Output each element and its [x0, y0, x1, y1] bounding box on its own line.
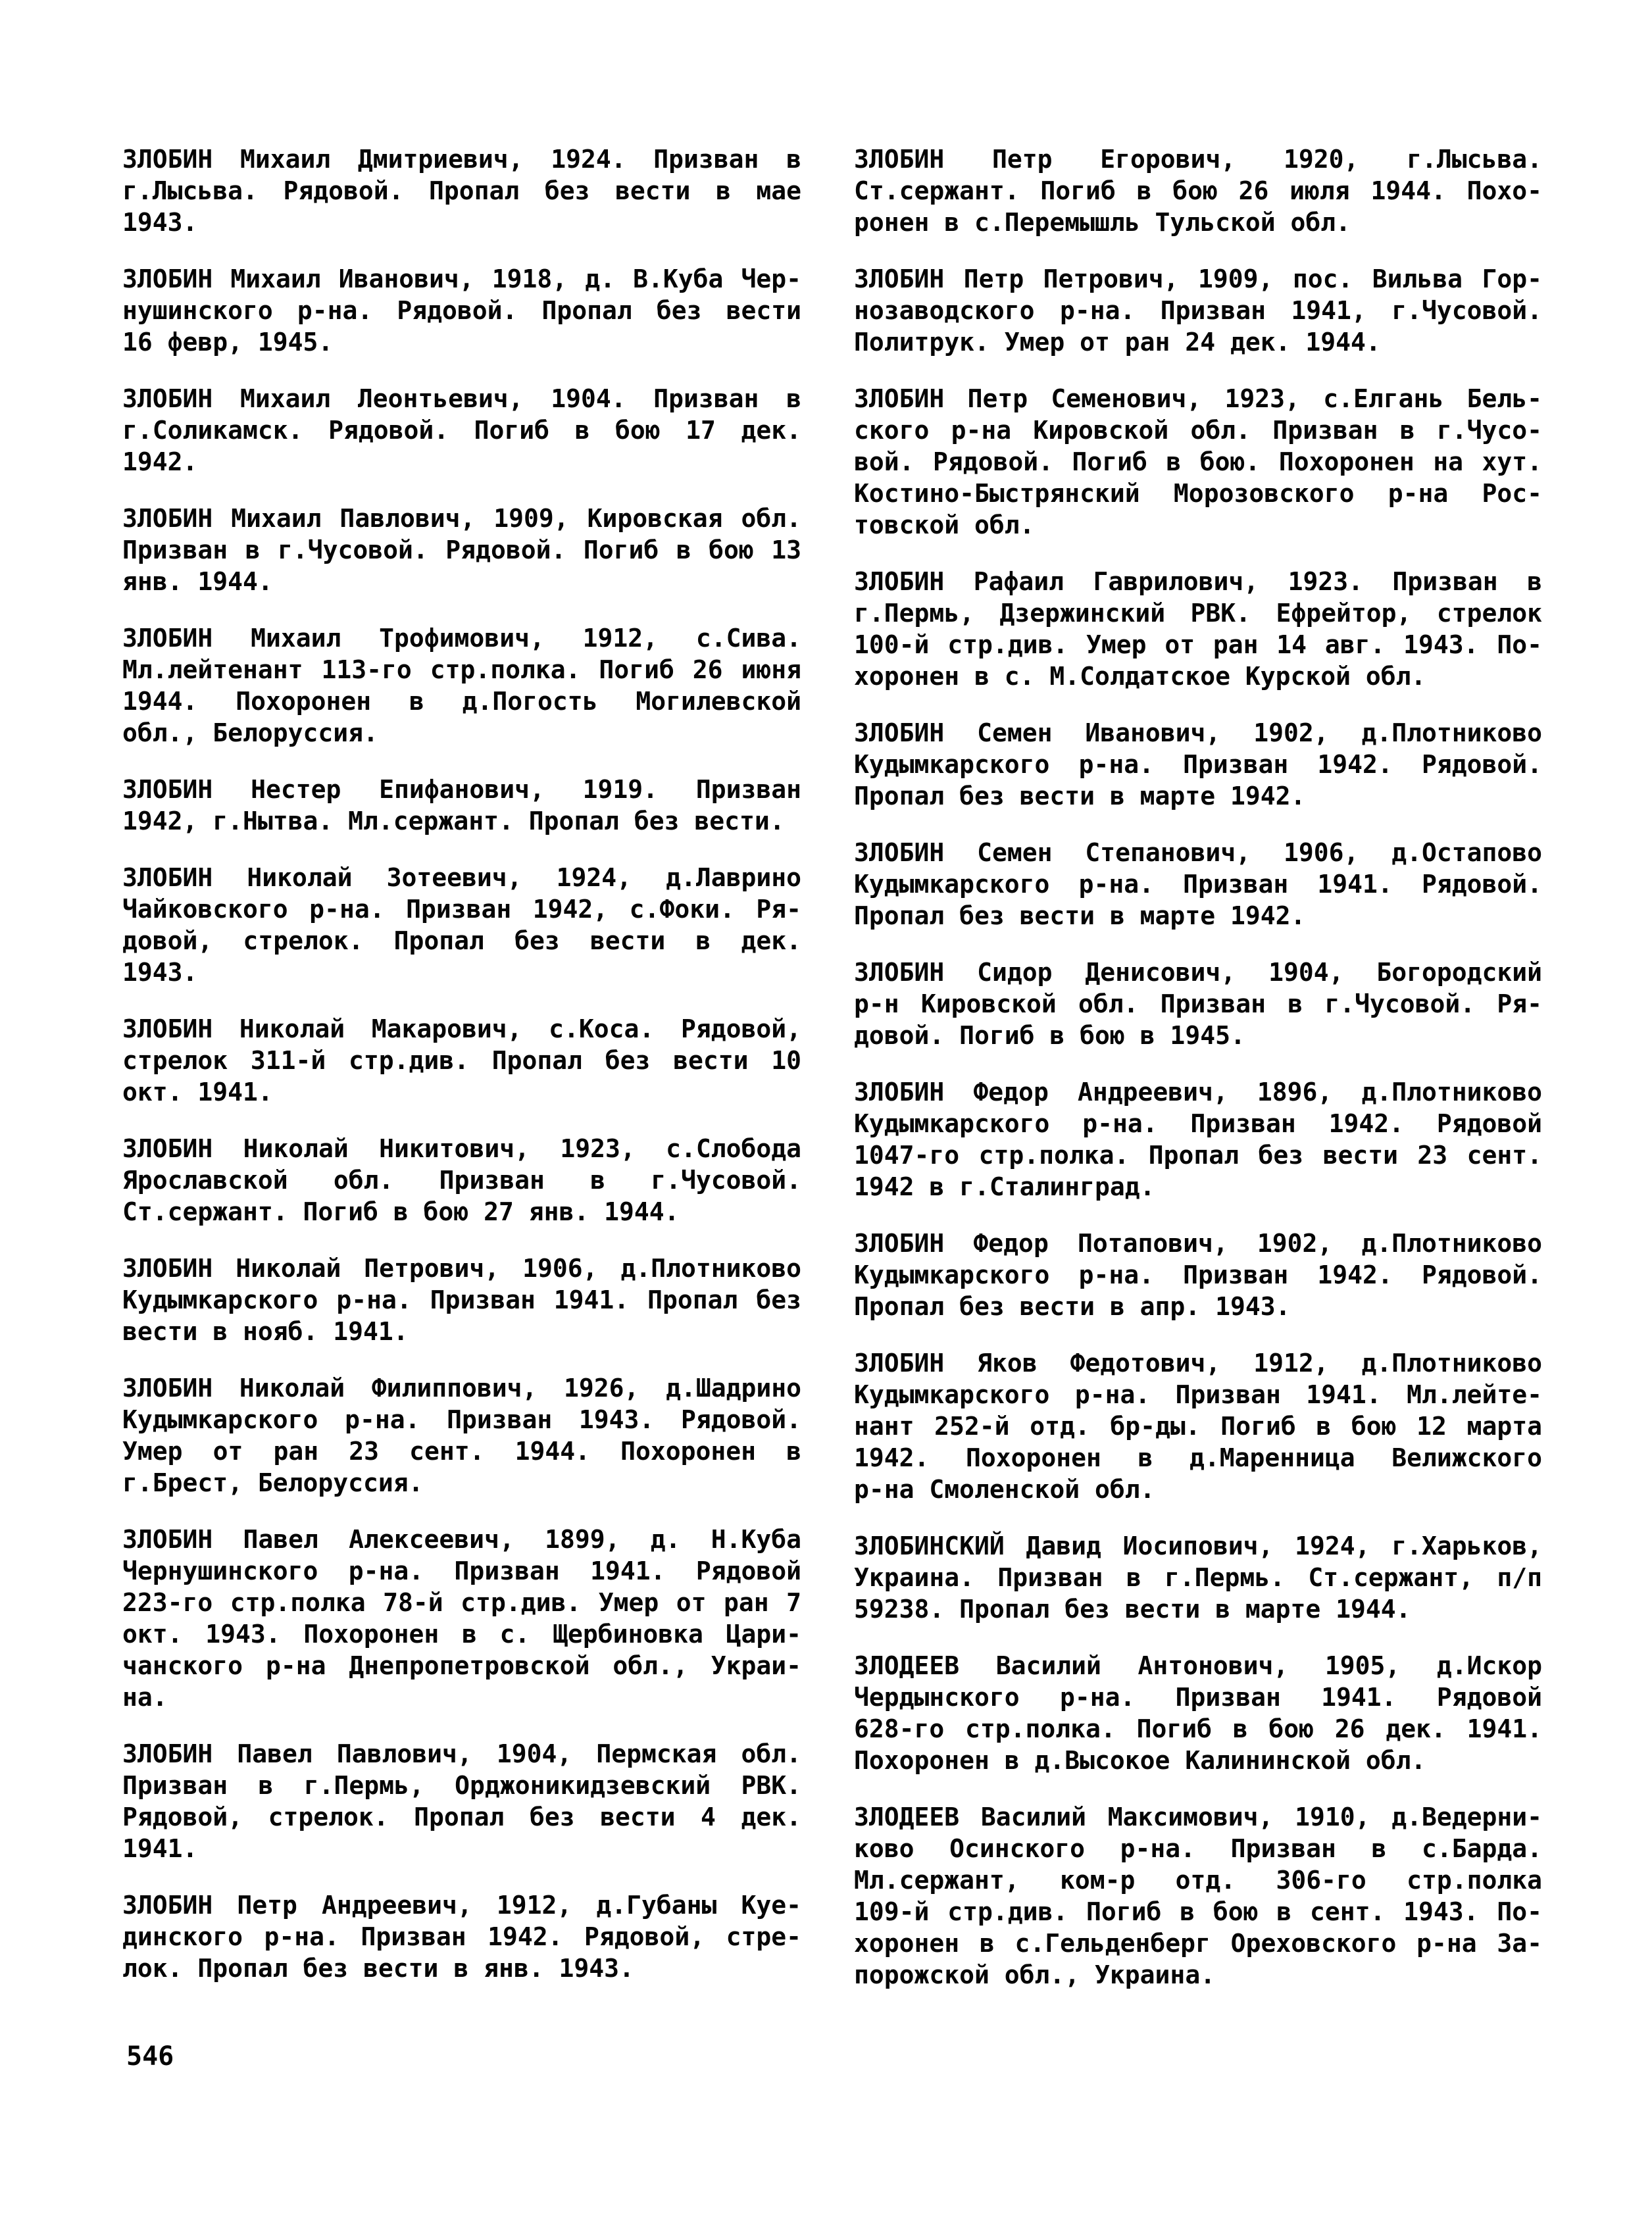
entry-line: ЗЛОБИН Яков Федотович, 1912, д.Плотниково: [854, 1349, 1542, 1378]
entry-line: г.Лысьва. Рядовой. Пропал без вести в мае: [122, 176, 801, 205]
memorial-entry: [122, 263, 801, 358]
entry-line: порожской обл., Украина.: [854, 1960, 1216, 1989]
entry-line: окт. 1941.: [122, 1078, 273, 1107]
entry-line: 1941.: [122, 1834, 198, 1863]
entry-line: 1942.: [122, 447, 198, 476]
entry-line: ЗЛОБИН Николай Филиппович, 1926, д.Шадрино: [122, 1374, 801, 1403]
entry-line: Пропал без вести в апр. 1943.: [854, 1292, 1291, 1321]
entry-line: Чердынского р-на. Призван 1941. Рядовой: [854, 1683, 1542, 1712]
page-number: 546: [126, 2041, 174, 2072]
entry-line: на.: [122, 1683, 168, 1712]
memorial-entry: [854, 1228, 1542, 1322]
memorial-entry: [854, 1530, 1542, 1625]
entry-line: 628-го стр.полка. Погиб в бою 26 дек. 1941.: [854, 1714, 1542, 1743]
entry-line: ЗЛОБИН Петр Петрович, 1909, пос. Вильва Гор-: [854, 264, 1542, 293]
entry-line: нозаводского р-на. Призван 1941, г.Чусовой.: [854, 296, 1542, 325]
left-column: [122, 143, 801, 2009]
memorial-entry: [854, 717, 1542, 812]
entry-line: 1943.: [122, 208, 198, 237]
entry-line: Чайковского р-на. Призван 1942, с.Фоки. Ря-: [122, 895, 801, 924]
entry-line: Умер от ран 23 сент. 1944. Похоронен в: [122, 1437, 801, 1466]
entry-line: стрелок 311-й стр.див. Пропал без вести 10: [122, 1046, 801, 1075]
entry-line: 1943.: [122, 958, 198, 987]
entry-line: Ст.сержант. Погиб в бою 27 янв. 1944.: [122, 1197, 680, 1226]
entry-line: 1944. Похоронен в д.Погость Могилевской: [122, 687, 801, 716]
entry-line: Кудымкарского р-на. Призван 1942. Рядовой: [854, 1109, 1542, 1138]
entry-line: окт. 1943. Похоронен в с. Щербиновка Цари-: [122, 1620, 801, 1649]
memorial-entry: [122, 1738, 801, 1864]
entry-line: ЗЛОБИН Федор Потапович, 1902, д.Плотниково: [854, 1229, 1542, 1258]
memorial-entry: [854, 1801, 1542, 1991]
entry-line: ЗЛОБИН Нестер Епифанович, 1919. Призван: [122, 775, 801, 804]
memorial-entry: [122, 383, 801, 478]
entry-line: Украина. Призван в г.Пермь. Ст.сержант, п/п: [854, 1563, 1542, 1592]
entry-line: ЗЛОБИН Михаил Иванович, 1918, д. В.Куба Чер-: [122, 264, 801, 293]
entry-line: Ст.сержант. Погиб в бою 26 июля 1944. Похо-: [854, 176, 1542, 205]
entry-line: ЗЛОБИН Павел Павлович, 1904, Пермская обл.: [122, 1739, 801, 1768]
memorial-entry: [854, 957, 1542, 1051]
entry-line: Политрук. Умер от ран 24 дек. 1944.: [854, 328, 1381, 357]
memorial-entry: [854, 143, 1542, 238]
memorial-entry: [122, 1013, 801, 1108]
entry-line: нант 252-й отд. бр-ды. Погиб в бою 12 марта: [854, 1412, 1542, 1441]
entry-line: Чернушинского р-на. Призван 1941. Рядовой: [122, 1556, 801, 1585]
entry-line: 1942, г.Нытва. Мл.сержант. Пропал без вести.: [122, 807, 785, 835]
entry-line: р-н Кировской обл. Призван в г.Чусовой. Ря-: [854, 989, 1542, 1018]
entry-line: нушинского р-на. Рядовой. Пропал без вести: [122, 296, 801, 325]
entry-line: Рядовой, стрелок. Пропал без вести 4 дек.: [122, 1803, 801, 1831]
entry-line: ЗЛОБИН Семен Иванович, 1902, д.Плотниково: [854, 718, 1542, 747]
entry-line: 100-й стр.див. Умер от ран 14 авг. 1943. По-: [854, 630, 1542, 659]
entry-line: ЗЛОБИН Михаил Трофимович, 1912, с.Сива.: [122, 624, 801, 653]
memorial-entry: [122, 774, 801, 837]
memorial-entry: [854, 837, 1542, 932]
entry-line: Призван в г.Пермь, Орджоникидзевский РВК.: [122, 1771, 801, 1800]
memorial-entry: [122, 862, 801, 988]
entry-line: лок. Пропал без вести в янв. 1943.: [122, 1954, 634, 1983]
entry-line: обл., Белоруссия.: [122, 718, 378, 747]
entry-line: 223-го стр.полка 78-й стр.див. Умер от ран 7: [122, 1588, 801, 1617]
entry-line: вести в нояб. 1941.: [122, 1317, 409, 1346]
entry-line: Кудымкарского р-на. Призван 1942. Рядовой.: [854, 750, 1542, 779]
entry-line: ЗЛОБИН Петр Андреевич, 1912, д.Губаны Куе-: [122, 1891, 801, 1920]
entry-line: г.Пермь, Дзержинский РВК. Ефрейтор, стрелок: [854, 599, 1542, 628]
entry-line: ЗЛОБИН Михаил Леонтьевич, 1904. Призван в: [122, 384, 801, 413]
entry-line: Кудымкарского р-на. Призван 1941. Мл.лейте-: [854, 1380, 1542, 1409]
entry-line: ЗЛОБИН Николай Петрович, 1906, д.Плотниково: [122, 1254, 801, 1283]
entry-line: Кудымкарского р-на. Призван 1942. Рядовой.: [854, 1260, 1542, 1289]
entry-line: ЗЛОДЕЕВ Василий Максимович, 1910, д.Ведерни-: [854, 1803, 1542, 1831]
entry-line: Мл.сержант, ком-р отд. 306-го стр.полка: [854, 1866, 1542, 1895]
entry-line: Кудымкарского р-на. Призван 1943. Рядовой.: [122, 1405, 801, 1434]
entry-line: Пропал без вести в марте 1942.: [854, 782, 1306, 810]
entry-line: ского р-на Кировской обл. Призван в г.Чусо-: [854, 416, 1542, 445]
entry-line: вой. Рядовой. Погиб в бою. Похоронен на хут.: [854, 447, 1542, 476]
entry-line: ЗЛОБИН Николай Зотеевич, 1924, д.Лаврино: [122, 863, 801, 892]
entry-line: чанского р-на Днепропетровской обл., Украи-: [122, 1651, 801, 1680]
memorial-entry: [854, 566, 1542, 692]
entry-line: ЗЛОБИН Николай Макарович, с.Коса. Рядовой,: [122, 1014, 801, 1043]
entry-line: ЗЛОБИН Федор Андреевич, 1896, д.Плотниково: [854, 1078, 1542, 1107]
entry-line: г.Соликамск. Рядовой. Погиб в бою 17 дек.: [122, 416, 801, 445]
entry-line: ЗЛОБИН Николай Никитович, 1923, с.Слобода: [122, 1134, 801, 1163]
entry-line: Похоронен в д.Высокое Калининской обл.: [854, 1746, 1426, 1775]
entry-line: ЗЛОБИН Сидор Денисович, 1904, Богородский: [854, 958, 1542, 987]
entry-line: ЗЛОБИН Семен Степанович, 1906, д.Остапово: [854, 838, 1542, 867]
memorial-entry: [122, 143, 801, 238]
memorial-entry: [854, 1347, 1542, 1505]
entry-line: 16 февр, 1945.: [122, 328, 334, 357]
memorial-entry: [854, 1076, 1542, 1203]
entry-line: Ярославской обл. Призван в г.Чусовой.: [122, 1166, 801, 1195]
memorial-entry: [122, 1372, 801, 1499]
memorial-entry: [122, 1524, 801, 1713]
entry-line: 1942 в г.Сталинград.: [854, 1172, 1155, 1201]
memorial-entry: [122, 1889, 801, 1984]
entry-line: довой, стрелок. Пропал без вести в дек.: [122, 926, 801, 955]
right-column: [854, 143, 1542, 2016]
entry-line: ЗЛОБИНСКИЙ Давид Иосипович, 1924, г.Харьков,: [854, 1531, 1542, 1560]
entry-line: Пропал без вести в марте 1942.: [854, 901, 1306, 930]
entry-line: янв. 1944.: [122, 567, 273, 596]
entry-line: ронен в с.Перемышль Тульской обл.: [854, 208, 1351, 237]
memorial-entry: [854, 1650, 1542, 1776]
memorial-entry: [122, 1133, 801, 1228]
memorial-entry: [122, 622, 801, 749]
memorial-entry: [122, 503, 801, 597]
entry-line: ЗЛОБИН Петр Семенович, 1923, с.Елгань Бель-: [854, 384, 1542, 413]
entry-line: Мл.лейтенант 113-го стр.полка. Погиб 26 июня: [122, 655, 801, 684]
entry-line: ково Осинского р-на. Призван в с.Барда.: [854, 1834, 1542, 1863]
entry-line: Кудымкарского р-на. Призван 1941. Рядовой.: [854, 870, 1542, 899]
entry-line: Костино-Быстрянский Морозовского р-на Рос-: [854, 479, 1542, 508]
entry-line: 109-й стр.див. Погиб в бою в сент. 1943. По-: [854, 1897, 1542, 1926]
entry-line: хоронен в с. М.Солдатское Курской обл.: [854, 662, 1426, 691]
entry-line: динского р-на. Призван 1942. Рядовой, стре-: [122, 1922, 801, 1951]
entry-line: р-на Смоленской обл.: [854, 1475, 1155, 1504]
entry-line: 1047-го стр.полка. Пропал без вести 23 сент.: [854, 1141, 1542, 1170]
entry-line: ЗЛОДЕЕВ Василий Антонович, 1905, д.Искор: [854, 1651, 1542, 1680]
entry-line: довой. Погиб в бою в 1945.: [854, 1021, 1245, 1050]
entry-line: ЗЛОБИН Рафаил Гаврилович, 1923. Призван в: [854, 567, 1542, 596]
entry-line: Призван в г.Чусовой. Рядовой. Погиб в бою 13: [122, 535, 801, 564]
entry-line: ЗЛОБИН Михаил Дмитриевич, 1924. Призван в: [122, 145, 801, 174]
entry-line: Кудымкарского р-на. Призван 1941. Пропал без: [122, 1285, 801, 1314]
entry-line: ЗЛОБИН Михаил Павлович, 1909, Кировская обл.: [122, 504, 801, 533]
memorial-entry: [122, 1253, 801, 1347]
memorial-entry: [854, 263, 1542, 358]
entry-line: 59238. Пропал без вести в марте 1944.: [854, 1595, 1411, 1624]
memorial-entry: [854, 383, 1542, 541]
entry-line: ЗЛОБИН Павел Алексеевич, 1899, д. Н.Куба: [122, 1525, 801, 1554]
entry-line: ЗЛОБИН Петр Егорович, 1920, г.Лысьва.: [854, 145, 1542, 174]
entry-line: товской обл.: [854, 510, 1035, 539]
entry-line: г.Брест, Белоруссия.: [122, 1468, 424, 1497]
entry-line: хоронен в с.Гельденберг Ореховского р-на За-: [854, 1929, 1542, 1958]
entry-line: 1942. Похоронен в д.Маренница Велижского: [854, 1443, 1542, 1472]
